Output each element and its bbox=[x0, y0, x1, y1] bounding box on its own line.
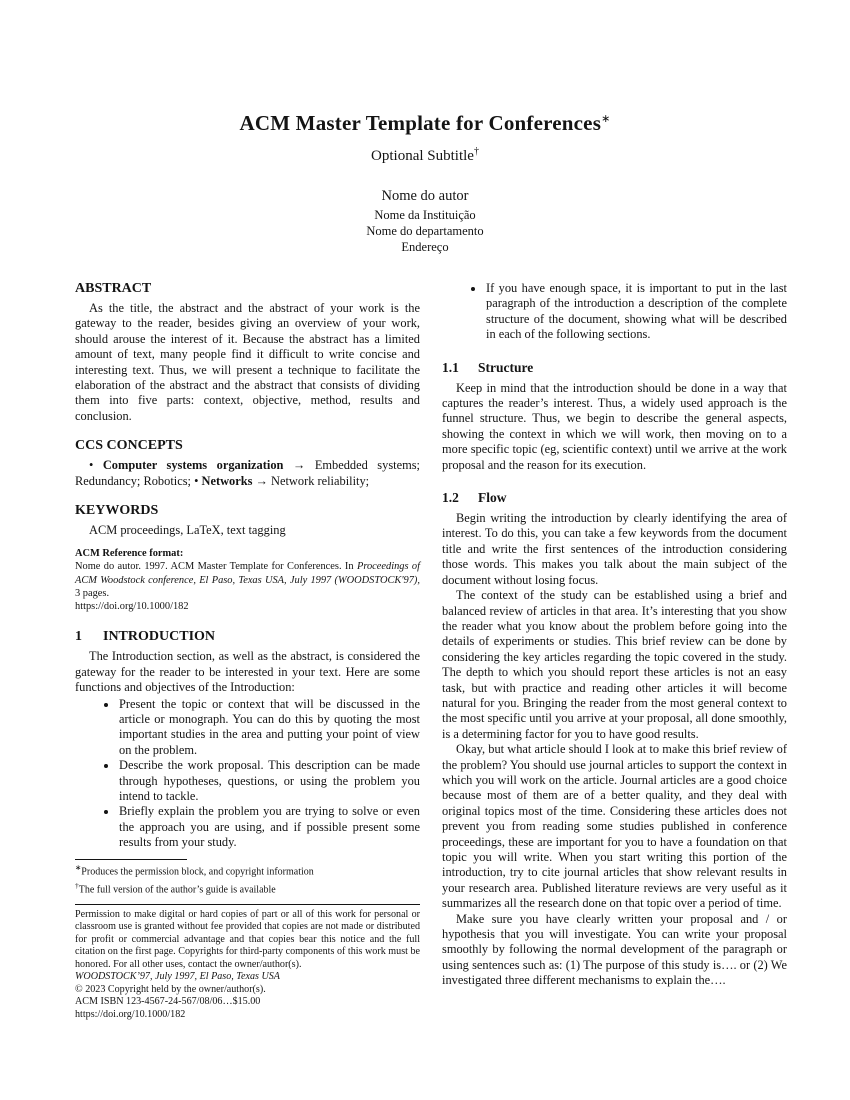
right-column bbox=[442, 281, 787, 989]
footnote-title bbox=[75, 861, 420, 879]
two-column-body bbox=[0, 255, 850, 1021]
subsection-title: Flow bbox=[478, 490, 507, 506]
footnote-text: The full version of the author’s guide is available bbox=[78, 884, 276, 896]
paper-subtitle-text: Optional Subtitle bbox=[371, 148, 474, 164]
ccs-concept: Networks bbox=[201, 473, 253, 488]
footnote-separator bbox=[75, 859, 187, 860]
flow-heading bbox=[442, 490, 787, 506]
paper-title bbox=[0, 0, 850, 136]
introduction-heading bbox=[75, 629, 420, 645]
subsection-number: 1.1 bbox=[442, 359, 459, 375]
isbn-line: ACM ISBN 123-4567-24-567/08/06…$15.00 bbox=[75, 996, 261, 1008]
ccs-heading: CCS CONCEPTS bbox=[75, 438, 183, 454]
paper-subtitle bbox=[0, 146, 850, 165]
section-title: INTRODUCTION bbox=[103, 629, 216, 645]
footnote-subtitle bbox=[75, 879, 420, 897]
introduction-lead: The Introduction section, as well as the abstract, is considered the gateway for the reader to be interested in your text. Here are some functions and objectives of the Introduction: bbox=[75, 649, 420, 695]
bullet-item: • Describe the work proposal. This description can be made through hypotheses, questions, or using the problem you intend to tackle. bbox=[118, 758, 420, 804]
left-column bbox=[75, 281, 420, 1021]
introduction-bullet-list bbox=[75, 697, 420, 851]
title-footnote-marker: ∗ bbox=[601, 113, 611, 125]
bullet-item: • If you have enough space, it is important to put in the last paragraph of the introduction a description of the complete structure of the document, showing what will be described in each of the following sections. bbox=[485, 281, 787, 343]
bullet-item: • Briefly explain the problem you are trying to solve or even the approach you are using, and if possible present some results from your study. bbox=[118, 804, 420, 850]
reference-doi-link[interactable]: https://doi.org/10.1000/182 bbox=[75, 601, 189, 613]
bullet-item: • Present the topic or context that will be discussed in the article or monograph. You can do this by quoting the most important studies in the area and putting your point of view on the problem. bbox=[118, 697, 420, 759]
flow-paragraph: Okay, but what article should I look at to make this brief review of the problem? You should use journal articles to support the context in which you will work on the article. Journal articles are a good choice because most of them are of a better quality, and they deal with original topics most of the time. Considering these articles does not prevent you from reading some studies published in conference proceedings, these are important for you to have a foundation on that topic you will write. When you start writing this portion of the introduction, try to cite journal articles that show relevant results in your research area. Published literature reviews are very useful as it summarizes all the research done on that topic over a period of time. bbox=[442, 742, 787, 911]
abstract-text: As the title, the abstract and the abstract of your work is the gateway to the reader, besides giving an overview of your work, should arouse the interest of it. Because the abstract has a limited amount of text, many people find it difficult to write concise and interesting text. Thus, we will present a technique to facilitate the elaboration of the abstract and the abstract that consists of dividing them into five parts: context, objective, method, results and conclusion. bbox=[75, 301, 420, 423]
ccs-segment: • bbox=[89, 458, 103, 473]
paper-title-text: ACM Master Template for Conferences bbox=[239, 111, 602, 135]
citation-proceedings: Proceedings of ACM Woodstock conference, El Paso, Texas USA, July 1997 (WOODSTOCK'97), bbox=[75, 561, 420, 586]
ccs-text bbox=[75, 458, 420, 489]
section-number: 1 bbox=[75, 629, 82, 645]
citation-suffix: 3 pages. bbox=[75, 587, 110, 599]
subsection-title: Structure bbox=[478, 359, 534, 375]
footnote-marker: † bbox=[75, 881, 79, 891]
footnote-text: Produces the permission block, and copyright information bbox=[81, 865, 314, 877]
copyright-line: © 2023 Copyright held by the owner/author(s). bbox=[75, 983, 266, 995]
introduction-bullet-list-continued bbox=[442, 281, 787, 343]
ccs-segment: → Embedded systems; Redundancy; Robotics; • bbox=[75, 458, 420, 488]
structure-heading bbox=[442, 360, 787, 376]
subsection-number: 1.2 bbox=[442, 490, 459, 506]
permission-doi-link[interactable]: https://doi.org/10.1000/182 bbox=[75, 1008, 186, 1020]
acm-reference-citation bbox=[75, 560, 420, 600]
permission-separator bbox=[75, 904, 420, 905]
footnote-marker: ∗ bbox=[75, 862, 82, 872]
author-affiliation bbox=[0, 207, 850, 255]
keywords-heading: KEYWORDS bbox=[75, 503, 159, 519]
paper-header bbox=[0, 0, 850, 255]
flow-paragraph: Make sure you have clearly written your proposal and / or hypothesis that you will investigate. You can write your proposal smoothly by following the normal development of the paragraph or using sentences such as: (1) The purpose of this study is…. or (2) We investigated three different mechanisms to explain the…. bbox=[442, 911, 787, 988]
keywords-text: ACM proceedings, LaTeX, text tagging bbox=[89, 523, 286, 538]
ccs-concept: Computer systems organization bbox=[102, 458, 284, 473]
author-institution: Nome da Instituição bbox=[374, 208, 476, 222]
flow-paragraph: Begin writing the introduction by clearly identifying the area of interest. To do this, you can take a few keywords from the document title and write the first sentences of the introduction considering those words. This makes you talk about the main subject of the document without losing focus. bbox=[442, 511, 787, 587]
ccs-segment: → Network reliability; bbox=[252, 473, 370, 488]
abstract-heading: ABSTRACT bbox=[75, 281, 152, 296]
conference-venue: WOODSTOCK’97, July 1997, El Paso, Texas USA bbox=[75, 971, 280, 983]
acm-reference-heading: ACM Reference format: bbox=[75, 548, 184, 560]
author-address: Endereço bbox=[401, 240, 449, 254]
author-name: Nome do autor bbox=[381, 188, 469, 204]
flow-paragraph: The context of the study can be established using a brief and balanced review of articles in that area. It’s interesting that you show the reader what you know about the problem before going into the details of experiments or studies. This brief review can be done by considering the key articles regarding the topic covered in the study. The depth to which you should report these articles is not an easy task, but with practice and reading other articles it will become natural for you. Bringing the reader from the most general context to the most specific until you arrive at your proposal, all done smoothly, is a determining factor for you to have good results. bbox=[442, 588, 787, 741]
structure-paragraph: Keep in mind that the introduction should be done in a way that captures the reader’s interest. Thus, a widely used approach is the funnel structure. Thus, we begin to describe the general aspects, showing the context in which we will work, then moving on to a more specific topic (eg, scientific context) until we arrive at the work proposal and the reason for its execution. bbox=[442, 380, 787, 472]
subtitle-footnote-marker: † bbox=[473, 146, 479, 157]
author-department: Nome do departamento bbox=[366, 224, 484, 238]
citation-prefix: Nome do autor. 1997. ACM Master Template for Conferences. In bbox=[75, 561, 357, 573]
permission-statement: Permission to make digital or hard copies of part or all of this work for personal or classroom use is granted without fee provided that copies are not made or distributed for profit or commercial advantage and that copies bear this notice and the full citation on the first page. Copyrights for third-party components of this work must be honored. For all other uses, contact the owner/author(s). bbox=[75, 908, 420, 970]
